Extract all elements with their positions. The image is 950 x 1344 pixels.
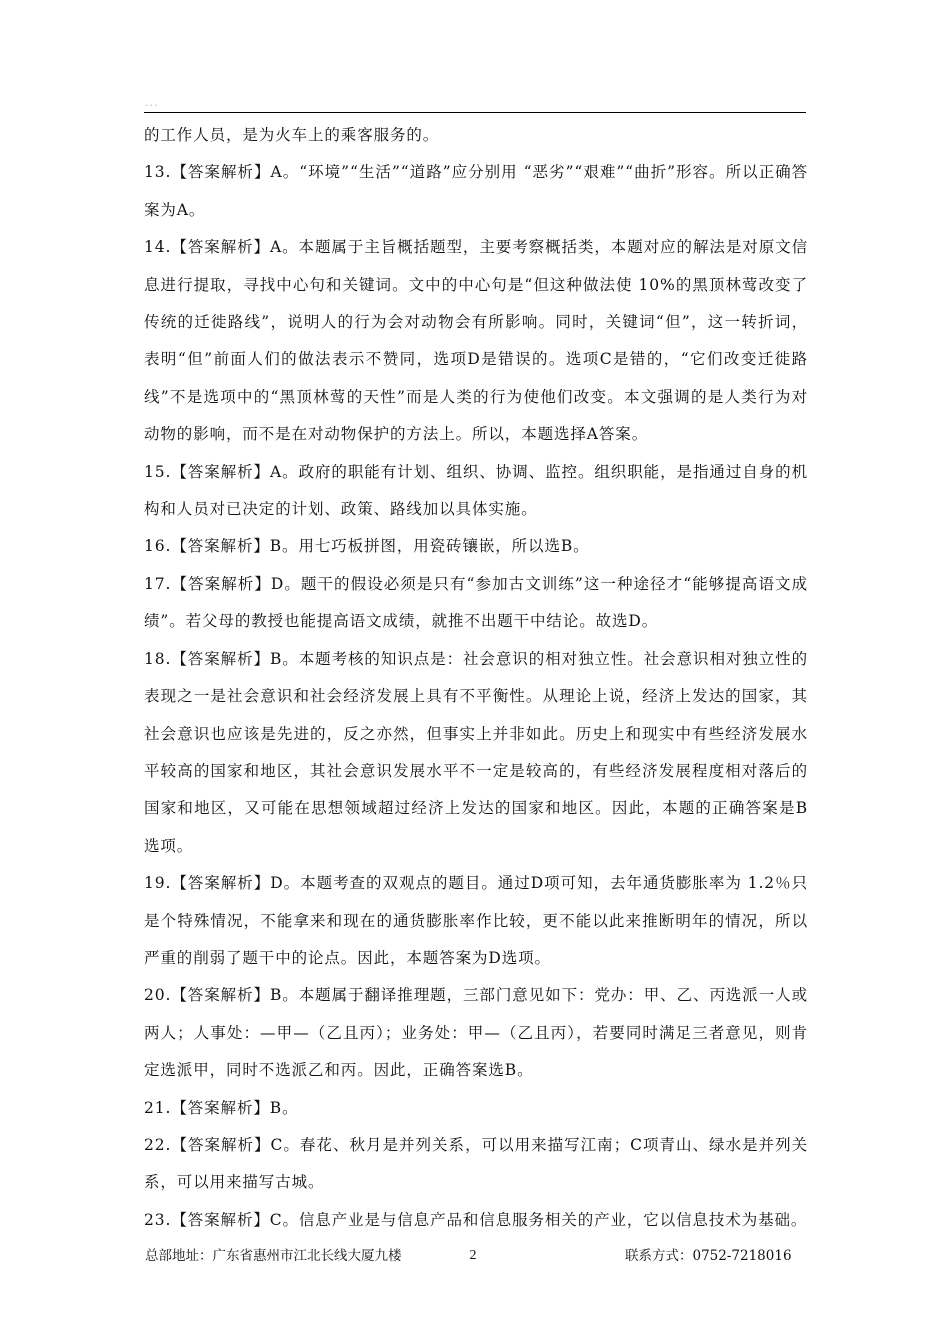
answer-16: 16.【答案解析】B。用七巧板拼图，用瓷砖镶嵌，所以选B。 [144,537,590,556]
footer-address: 总部地址：广东省惠州市江北长线大厦九楼 [145,1248,402,1264]
answer-15: 15.【答案解析】A。政府的职能有计划、组织、协调、监控。组织职能，是指通过自身的机构和人员对已决定的计划、政策、路线加以具体实施。 [144,462,808,519]
answer-14: 14.【答案解析】A。本题属于主旨概括题型，主要考察概括类，本题对应的解法是对原文信息进行提取，寻找中心句和关键词。文中的中心句是“但这种做法使 10%的黑顶林莺改变了传统的迁徙路线”，说明人的行为会对动物会有所影响。同时，关键词“但”，这一转折词，表明“但”前面人们的做法表示不赞同，选项D是错误的。选项C是错的，“它们改变迁徙路线”不是选项中的“黑顶林莺的天性”而是人类的行为使他们改变。本文强调的是人类行为对动物的影响，而不是在对动物保护的方法上。所以，本题选择A答案。 [144,238,808,444]
footer-contact: 联系方式：0752-7218016 [625,1248,792,1264]
answer-23: 23.【答案解析】C。信息产业是与信息产品和信息服务相关的产业，它以信息技术为基础。 [144,1210,808,1229]
paragraph-continuation: 的工作人员，是为火车上的乘客服务的。 [144,126,440,144]
page-number: 2 [469,1248,477,1263]
answer-22: 22.【答案解析】C。春花、秋月是并列关系，可以用来描写江南；C项青山、绿水是并列关系，可以用来描写古城。 [144,1135,808,1192]
answer-explanations [144,117,808,1239]
answer-21: 21.【答案解析】B。 [144,1098,299,1117]
header-watermark: ... [145,97,159,109]
page-footer [0,1244,950,1268]
answer-18: 18.【答案解析】B。本题考核的知识点是：社会意识的相对独立性。社会意识相对独立性的表现之一是社会意识和社会经济发展上具有不平衡性。从理论上说，经济上发达的国家，其社会意识也应该是先进的，反之亦然，但事实上并非如此。历史上和现实中有些经济发展水平较高的国家和地区，其社会意识发展水平不一定是较高的，有些经济发展程度相对落后的国家和地区，又可能在思想领域超过经济上发达的国家和地区。因此，本题的正确答案是B选项。 [144,649,808,855]
answer-19: 19.【答案解析】D。本题考查的双观点的题目。通过D项可知，去年通货膨胀率为 1.2％只是个特殊情况，不能拿来和现在的通货膨胀率作比较，更不能以此来推断明年的情况，所以严重的削弱了题干中的论点。因此，本题答案为D选项。 [144,874,808,967]
answer-13: 13.【答案解析】A。“环境”“生活”“道路”应分别用 “恶劣”“艰难”“曲折”形容。所以正确答案为A。 [144,163,808,219]
answer-17: 17.【答案解析】D。题干的假设必须是只有“参加古文训练”这一种途径才“能够提高语文成绩”。若父母的教授也能提高语文成绩，就推不出题干中结论。故选D。 [144,574,808,631]
header-rule [144,112,806,113]
answer-20: 20.【答案解析】B。本题属于翻译推理题，三部门意见如下：党办：甲、乙、丙选派一人或两人；人事处：—甲—（乙且丙）；业务处：甲—（乙且丙），若要同时满足三者意见，则肯定选派甲，同时不选派乙和丙。因此，正确答案选B。 [144,986,808,1080]
